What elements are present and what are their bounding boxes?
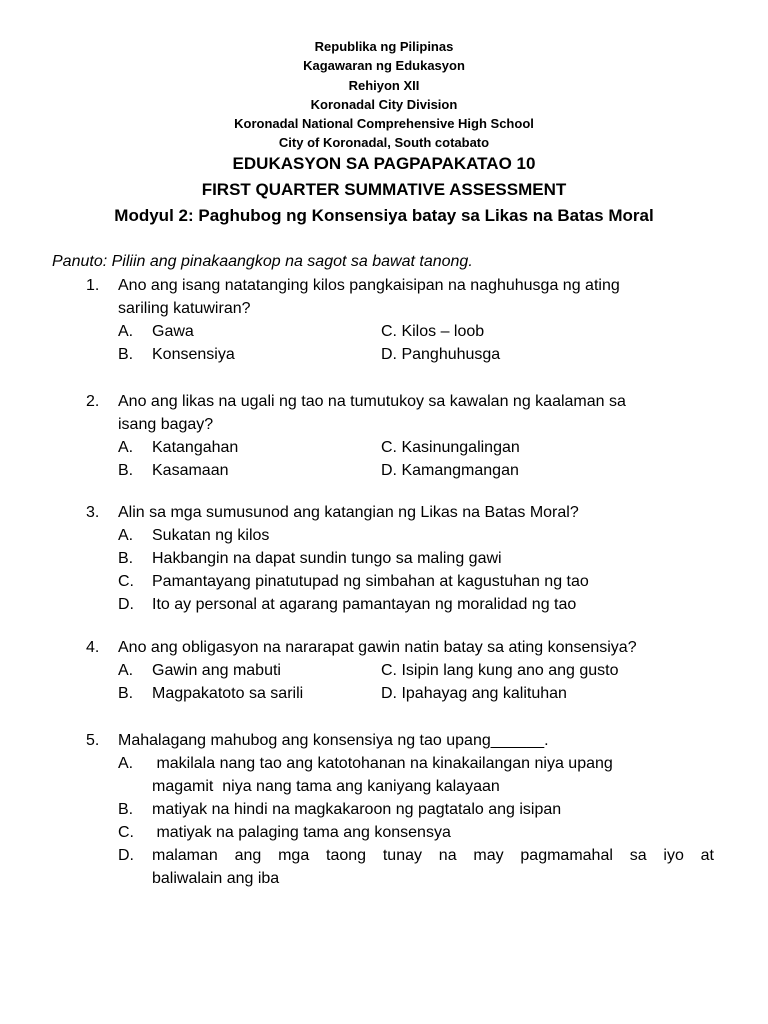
question-text-line: Ano ang likas na ugali ng tao na tumutukoy sa kawalan ng kaalaman sa (118, 393, 626, 410)
option-c: matiyak na palaging tama ang konsensya (152, 824, 451, 841)
option-letter: C. (118, 573, 134, 590)
option-letter: B. (118, 801, 134, 818)
option-c: C. Kilos – loob (381, 323, 485, 340)
option-letter: B. (118, 685, 134, 702)
question-text-line: Ano ang obligasyon na nararapat gawin natin batay sa ating konsensiya? (118, 639, 637, 656)
option-a: Gawin ang mabuti (152, 662, 281, 679)
option-b: Magpakatoto sa sarili (152, 685, 304, 702)
question-number: 3. (86, 504, 100, 521)
option-d: D. Panghuhusga (381, 346, 501, 363)
header-school: Koronadal National Comprehensive High School (234, 116, 534, 132)
option-letter: B. (118, 346, 134, 363)
question-text-line: Alin sa mga sumusunod ang katangian ng Likas na Batas Moral? (118, 504, 579, 521)
question-number: 2. (86, 393, 100, 410)
option-a-line: magamit niya nang tama ang kaniyang kalayaan (152, 778, 500, 795)
header-republic: Republika ng Pilipinas (314, 39, 454, 54)
option-letter: C. (118, 824, 134, 841)
option-b: Konsensiya (152, 346, 235, 363)
option-letter: A. (118, 755, 134, 772)
header-department: Kagawaran ng Edukasyon (303, 58, 465, 74)
question-number: 5. (86, 732, 100, 749)
option-a: Gawa (152, 323, 194, 340)
assessment-title (0, 151, 768, 229)
option-b: Kasamaan (152, 462, 229, 479)
module-title: Modyul 2: Paghubog ng Konsensiya batay sa Likas na Batas Moral (114, 206, 654, 225)
option-d: D. Kamangmangan (381, 462, 519, 479)
subject-title: EDUKASYON SA PAGPAPAKATAO 10 (232, 154, 536, 173)
header-division: Koronadal City Division (310, 96, 458, 112)
assessment-name: FIRST QUARTER SUMMATIVE ASSESSMENT (201, 180, 567, 199)
question-text-line: Mahalagang mahubog ang konsensiya ng tao upang______. (118, 732, 549, 749)
question-text-line: Ano ang isang natatanging kilos pangkaisipan na naghuhusga ng ating (118, 277, 620, 294)
option-d: D. Ipahayag ang kalituhan (381, 685, 567, 702)
option-letter: A. (118, 439, 134, 456)
option-c: Pamantayang pinatutupad ng simbahan at kagustuhan ng tao (152, 573, 589, 590)
question-text-line: isang bagay? (118, 416, 214, 433)
option-letter: B. (118, 550, 134, 567)
option-letter: A. (118, 662, 134, 679)
question-number: 1. (86, 277, 100, 294)
option-letter: D. (118, 596, 134, 613)
option-a: Katangahan (152, 439, 239, 456)
option-d-line: baliwalain ang iba (152, 870, 280, 887)
option-a-line: makilala nang tao ang katotohanan na kinakailangan niya upang (152, 755, 613, 772)
instructions: Panuto: Piliin ang pinakaangkop na sagot sa bawat tanong. (52, 253, 473, 270)
header-city: City of Koronadal, South cotabato (278, 135, 490, 151)
school-header (0, 37, 768, 153)
option-letter: B. (118, 462, 134, 479)
option-letter: A. (118, 527, 134, 544)
question-text-line: sariling katuwiran? (118, 300, 251, 317)
option-letter: A. (118, 323, 134, 340)
question-number: 4. (86, 639, 100, 656)
option-letter: D. (118, 847, 134, 864)
option-b: Hakbangin na dapat sundin tungo sa maling gawi (152, 550, 502, 567)
option-c: C. Kasinungalingan (381, 439, 520, 456)
header-region: Rehiyon XII (348, 77, 420, 93)
option-c: C. Isipin lang kung ano ang gusto (381, 662, 619, 679)
option-a: Sukatan ng kilos (152, 527, 270, 544)
option-b: matiyak na hindi na magkakaroon ng pagtatalo ang isipan (152, 801, 562, 818)
option-d: Ito ay personal at agarang pamantayan ng moralidad ng tao (152, 596, 577, 613)
option-d-line: malaman ang mga taong tunay na may pagmamahal sa iyo at (152, 847, 714, 864)
